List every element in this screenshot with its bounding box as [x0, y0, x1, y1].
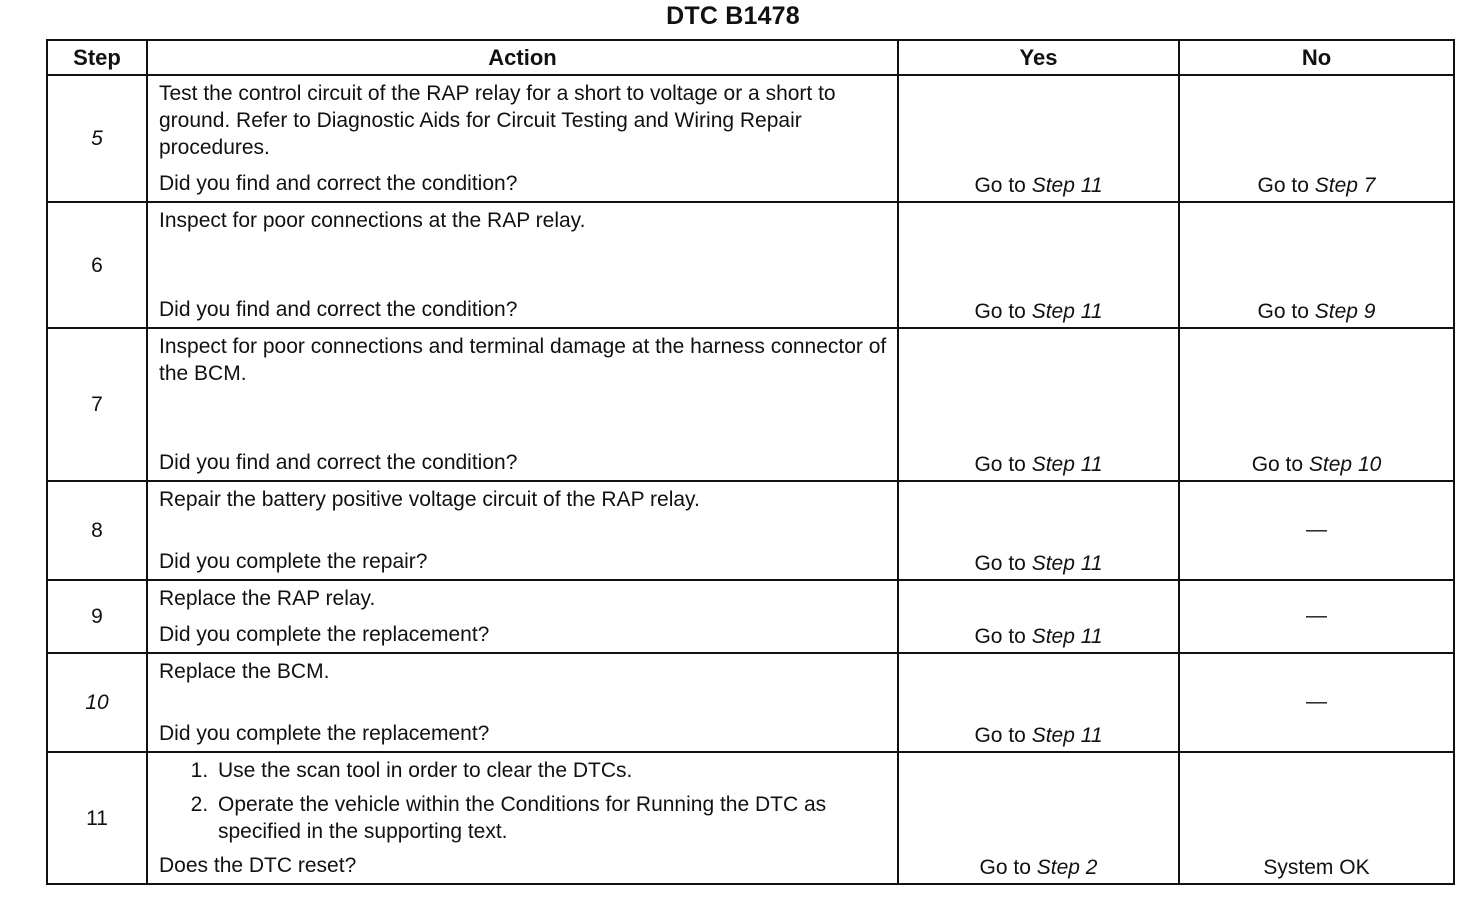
header-step: Step [47, 40, 147, 75]
no-dash: — [1306, 604, 1327, 627]
action-question: Does the DTC reset? [159, 854, 357, 877]
header-no: No [1179, 40, 1454, 75]
step-number: 11 [47, 752, 147, 884]
table-row [47, 580, 1454, 653]
action-text: Test the control circuit of the RAP relay for a short to voltage or a short to ground. Refer to Diagnostic Aids for Circuit Testing and Wiring Repair procedures. [159, 82, 836, 159]
action-question: Did you complete the replacement? [159, 623, 490, 646]
action-cell [147, 481, 898, 580]
list-item: 1. Use the scan tool in order to clear the DTCs. [214, 757, 887, 784]
yes-step-link[interactable]: Step 11 [1031, 552, 1103, 575]
yes-step-link[interactable]: Step 11 [1031, 174, 1103, 197]
no-cell [1179, 481, 1454, 580]
no-cell [1179, 328, 1454, 481]
yes-text: Go to [974, 453, 1026, 476]
yes-step-link[interactable]: Step 11 [1031, 724, 1103, 747]
no-step-link[interactable]: Step 7 [1314, 174, 1376, 197]
yes-step-link[interactable]: Step 2 [1036, 856, 1098, 879]
no-text: Go to [1251, 453, 1304, 476]
action-text: Replace the RAP relay. [159, 587, 376, 610]
page-title: DTC B1478 [666, 2, 800, 30]
yes-cell [898, 328, 1179, 481]
action-cell [147, 202, 898, 328]
action-cell [147, 653, 898, 752]
table-header-row [47, 40, 1454, 75]
no-dash: — [1306, 690, 1327, 713]
no-cell [1179, 202, 1454, 328]
no-text: Go to [1257, 300, 1309, 323]
action-text: Repair the battery positive voltage circuit of the RAP relay. [159, 488, 700, 511]
list-item: 2. Operate the vehicle within the Conditions for Running the DTC as specified in the supporting text. [214, 791, 887, 845]
step-number: 8 [47, 481, 147, 580]
yes-step-link[interactable]: Step 11 [1031, 453, 1103, 476]
no-cell [1179, 653, 1454, 752]
diagnostic-table [46, 39, 1455, 885]
yes-cell [898, 481, 1179, 580]
yes-step-link[interactable]: Step 11 [1031, 625, 1103, 648]
action-cell [147, 752, 898, 884]
table-row [47, 653, 1454, 752]
action-question: Did you find and correct the condition? [159, 172, 518, 195]
action-question: Did you complete the replacement? [159, 722, 490, 745]
yes-cell [898, 202, 1179, 328]
yes-text: Go to [974, 174, 1026, 197]
action-text: Inspect for poor connections and terminal damage at the harness connector of the BCM. [159, 335, 887, 385]
step-number: 9 [47, 580, 147, 653]
no-step-link[interactable]: Step 10 [1308, 453, 1382, 476]
table-row [47, 481, 1454, 580]
yes-cell [898, 580, 1179, 653]
no-cell [1179, 75, 1454, 202]
no-dash: — [1306, 518, 1327, 541]
action-cell [147, 580, 898, 653]
table-row [47, 328, 1454, 481]
action-cell [147, 328, 898, 481]
yes-text: Go to [974, 625, 1026, 648]
no-cell [1179, 580, 1454, 653]
yes-cell [898, 75, 1179, 202]
header-yes: Yes [898, 40, 1179, 75]
step-number: 5 [47, 75, 147, 202]
yes-text: Go to [974, 724, 1026, 747]
action-steps-list [159, 757, 887, 852]
yes-cell [898, 653, 1179, 752]
action-question: Did you find and correct the condition? [159, 451, 518, 474]
action-text: Inspect for poor connections at the RAP relay. [159, 209, 586, 232]
no-result-text: System OK [1263, 856, 1370, 879]
action-question: Did you find and correct the condition? [159, 298, 518, 321]
action-question: Did you complete the repair? [159, 550, 428, 573]
yes-text: Go to [974, 300, 1026, 323]
no-cell [1179, 752, 1454, 884]
table-row [47, 202, 1454, 328]
no-step-link[interactable]: Step 9 [1314, 300, 1376, 323]
table-row [47, 752, 1454, 884]
step-number: 6 [47, 202, 147, 328]
table-row [47, 75, 1454, 202]
yes-text: Go to [979, 856, 1031, 879]
no-text: Go to [1257, 174, 1309, 197]
action-cell [147, 75, 898, 202]
action-text: Replace the BCM. [159, 660, 330, 683]
step-number: 7 [47, 328, 147, 481]
yes-step-link[interactable]: Step 11 [1031, 300, 1103, 323]
yes-cell [898, 752, 1179, 884]
yes-text: Go to [974, 552, 1026, 575]
step-number: 10 [47, 653, 147, 752]
header-action: Action [147, 40, 898, 75]
